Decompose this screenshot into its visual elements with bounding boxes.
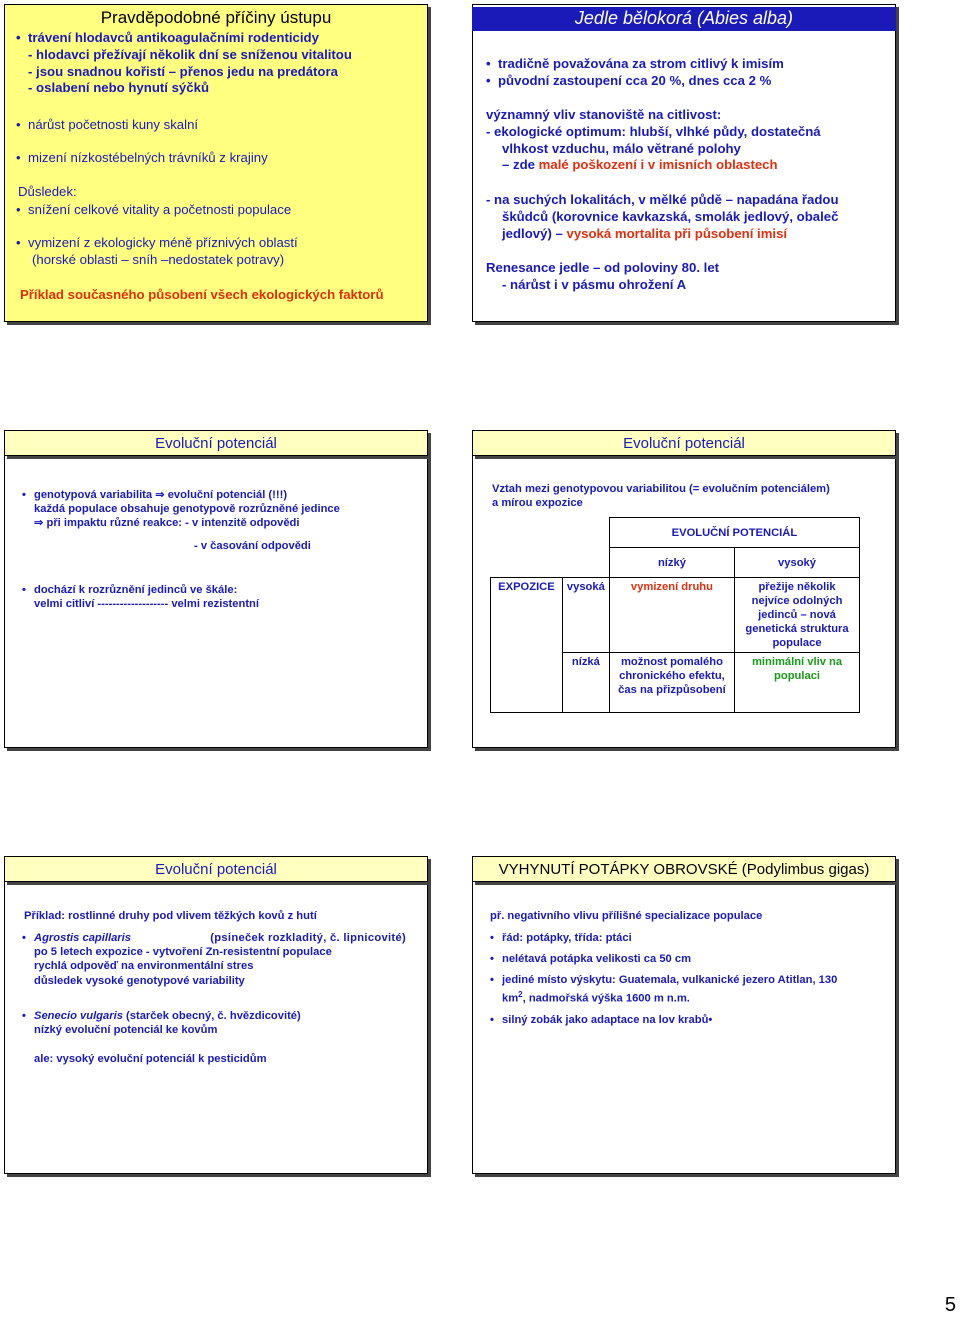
slide2-bullet1: tradičně považována za strom citlivý k imisím (498, 56, 784, 71)
slide1-bullet1-line4: - oslabení nebo hynutí sýčků (28, 80, 209, 96)
table-col-low: nízký (609, 548, 734, 578)
table-row-high: vysoká (562, 578, 609, 653)
table-col-header: EVOLUČNÍ POTENCIÁL (609, 518, 859, 548)
slide6-bullet3-line2: $km^2$, nadmořská výška 1600 m n.m. (502, 989, 690, 1005)
slide5-intro: Příklad: rostlinné druhy pod vlivem těžkých kovů z hutí (24, 910, 317, 922)
slide6-bullet2: nelétavá potápka velikosti ca 50 cm (502, 953, 692, 966)
slide3-title: Evoluční potenciál (4, 430, 428, 456)
slide3-line1: genotypová variabilita ⇒ evoluční potenciál (!!!) (34, 489, 288, 501)
slide4-intro (492, 482, 830, 510)
slide2-body2 (486, 192, 839, 242)
slide1-title: Pravděpodobné příčiny ústupu (100, 8, 332, 27)
slide2-line4: – zde malé poškození i v imisních oblastech (502, 157, 778, 173)
slide1-body: • trávení hlodavců antikoagulačními rodenticidy - hlodavci přežívají několik dní se sníženou vitalitou - jsou snadnou kořistí – přenos jedu na predátora - oslabení nebo hynutí sýčků (16, 30, 352, 96)
slide5-agrostis: • Agrostis capillaris (psineček rozkladitý, č. lipnicovité) po 5 letech expozice - vytvoření Zn-resistentní populace rychlá odpověď na environmentální stres důsledek vysoké genotypové variability (22, 932, 406, 987)
exposure-potential-table (490, 517, 860, 713)
slide2-bullets: • tradičně považována za strom citlivý k imisím • původní zastoupení cca 20 %, dnes cca 2 % (486, 56, 784, 88)
slide4-intro-line2: a mírou expozice (492, 497, 583, 510)
table-cell-extinction: vymizení druhu (609, 578, 734, 653)
slide5-line5: důsledek vysoké genotypové variability (34, 974, 245, 987)
slide2-line5: - na suchých lokalitách, v mělké půdě – napadána řadou (486, 192, 839, 207)
slide2-bullet2: původní zastoupení cca 20 %, dnes cca 2 % (498, 72, 772, 88)
slide1-consequence: Důsledek: (18, 184, 77, 199)
slide2-line9: - nárůst i v pásmu ohrožení A (502, 276, 687, 292)
slide3-line5: dochází k rozrůznění jedinců ve škále: (34, 584, 238, 596)
slide2-title-text: Jedle bělokorá (Abies alba) (574, 8, 794, 28)
slide1-bullet1-line3: - jsou snadnou kořistí – přenos jedu na predátora (28, 63, 338, 79)
slide2-body3 (486, 260, 719, 294)
page-number: 5 (944, 1294, 956, 1316)
slide5-line7: nízký evoluční potenciál ke kovům (34, 1024, 218, 1037)
slide6-bullet3: jediné místo výskytu: Guatemala, vulkanické jezero Atitlan, 130 (502, 974, 838, 987)
slide6-bullet4: silný zobák jako adaptace na lov krabů• (502, 1013, 713, 1026)
table-col-high: vysoký (735, 548, 860, 578)
slide1-bullet5: • vymizení z ekologicky méně příznivých oblastí (16, 235, 298, 250)
slide3-line4: - v časování odpovědi (194, 540, 311, 552)
table-cell-chronic: možnost pomalého chronického efektu, čas na přizpůsobení (609, 653, 734, 713)
slide6-body: • řád: potápky, třída: ptáci • nelétavá potápka velikosti ca 50 cm • jediné místo výskytu: Guatemala, vulkanické jezero Atitlan, 130 $km^2$, nadmořská výška 1600 m n.m. • silný zobák jako adaptace na lov krabů• (490, 932, 838, 1026)
slide3-line3: ⇒ při impaktu různé reakce: - v intenzitě odpovědi (34, 517, 300, 530)
slide2-body (486, 107, 821, 174)
slide4-intro-line1: Vztah mezi genotypovou variabilitou (= evolučním potenciálem) (492, 483, 830, 495)
slide1-bullet1-line2: - hlodavci přežívají několik dní se sníženou vitalitou (28, 46, 352, 62)
slide5-title: Evoluční potenciál (4, 856, 428, 882)
slide3-body: • genotypová variabilita ⇒ evoluční potenciál (!!!) každá populace obsahuje genotypově rozrůzněné jedince ⇒ při impaktu různé reakce: - v intenzitě odpovědi (22, 489, 340, 530)
slide3-body2: • dochází k rozrůznění jedinců ve škále: velmi citliví ------------------- velmi rezistentní (22, 584, 259, 611)
slide5-line4: rychlá odpověď na environmentální stres (34, 960, 254, 973)
table-cell-minimal: minimální vliv na populaci (735, 653, 860, 713)
slide5-line3: po 5 letech expozice - vytvoření Zn-resistentní populace (34, 946, 332, 959)
slide4-title: Evoluční potenciál (472, 430, 896, 456)
table-cell-survive: přežije několik nejvíce odolných jedinců – nová genetická struktura populace (735, 578, 860, 653)
slide5-senecio: • Senecio vulgaris (starček obecný, č. hvězdicovité) nízký evoluční potenciál ke kovům (22, 1010, 301, 1037)
slide6-bullet1: řád: potápky, třída: ptáci (502, 932, 632, 944)
slide3-line2: každá populace obsahuje genotypově rozrůzněné jedince (34, 503, 340, 516)
slide2-line6: škůdců (korovnice kavkazská, smolák jedlový, obaleč (502, 208, 839, 224)
slide2-line1: významný vliv stanoviště na citlivost: (486, 107, 722, 122)
table-row-header: EXPOZICE (491, 578, 563, 713)
slide3-line6: velmi citliví ------------------- velmi rezistentní (34, 598, 259, 611)
slide2-line3: vlhkost vzduchu, málo větrané polohy (502, 140, 741, 156)
slide1-bullet2: • nárůst početnosti kuny skalní (16, 117, 199, 132)
slide6-title: VYHYNUTÍ POTÁPKY OBROVSKÉ (Podylimbus gigas) (472, 856, 896, 882)
slide1-footer: Příklad současného působení všech ekologických faktorů (20, 287, 384, 302)
slide1-bullet1: trávení hlodavců antikoagulačními rodenticidy (28, 30, 319, 45)
slide2-line7: jedlový) – vysoká mortalita při působení imisí (502, 225, 788, 241)
slide1-bullet3: • mizení nízkostébelných trávníků z krajiny (16, 150, 268, 165)
table-row-low: nízká (562, 653, 609, 713)
slide1-bullet5-line2: (horské oblasti – sníh –nedostatek potravy) (32, 252, 285, 267)
slide2-line2: - ekologické optimum: hlubší, vlhké půdy, dostatečná (486, 123, 821, 139)
slide2-line8: Renesance jedle – od poloviny 80. let (486, 260, 720, 275)
slide5-line8: ale: vysoký evoluční potenciál k pesticidům (34, 1053, 267, 1065)
slide6-intro: př. negativního vlivu přílišné specializace populace (490, 910, 763, 922)
slide1-bullet4: • snížení celkové vitality a početnosti populace (16, 202, 292, 217)
